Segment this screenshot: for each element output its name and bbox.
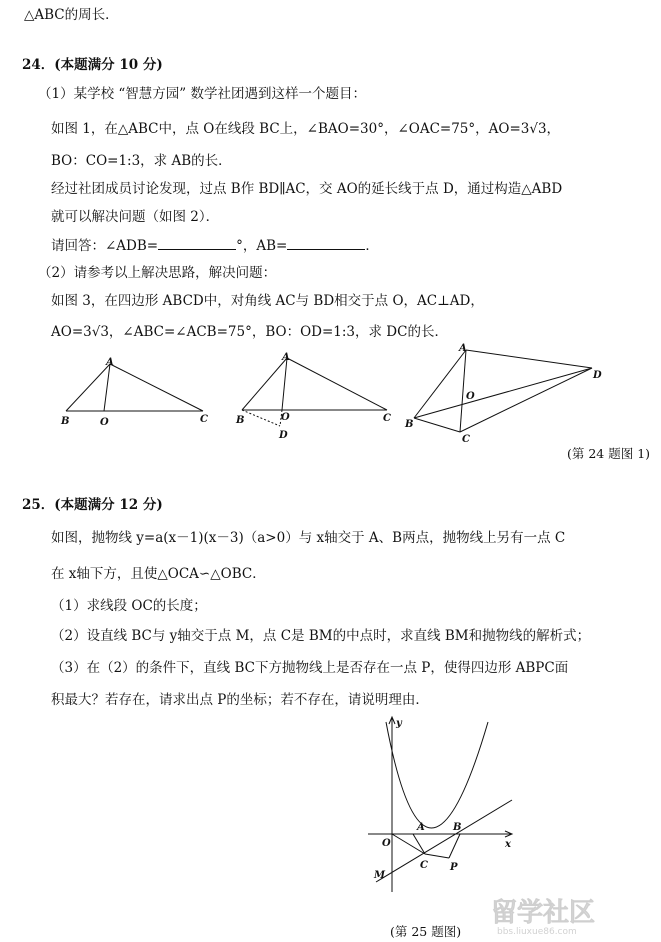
fig2-label-B: B [236,415,245,426]
fig25-label-O: O [382,838,391,849]
fig2-label-C: C [383,413,391,424]
q24-hint-line1: 经过社团成员讨论发现，过点 B作 BD∥AC，交 AO的延长线于点 D，通过构造△ABD [51,181,563,197]
q24-fig3-statement: 如图 3，在四边形 ABCD中，对角线 AC与 BD相交于点 O，AC⊥AD， [51,293,484,309]
q25-part3-line2: 积最大？若存在，请求出点 P的坐标；若不存在，请说明理由． [51,692,429,708]
text-line-0: △ABC的周长． [24,7,119,23]
answer-prefix: 请回答：∠ADB= [51,238,159,254]
answer-blank-angle[interactable] [158,237,236,250]
q24-figure-2 [232,350,402,442]
question-24-title: 24．(本题满分 10 分) [22,57,163,73]
q25-figure [362,712,522,894]
fig3-label-D: D [593,370,602,381]
question-25-title: 25．(本题满分 12 分) [22,497,163,513]
answer-suffix: ． [365,238,379,254]
fig2-label-A: A [282,352,290,363]
q24-figure-caption: (第 24 题图 1) [567,446,651,461]
q25-part3-line1: （3）在（2）的条件下，直线 BC下方抛物线上是否存在一点 P，使得四边形 ABPC面 [51,660,569,676]
fig25-label-C: C [420,860,428,871]
answer-middle: °，AB= [236,238,288,254]
q25-statement-line2: 在 x轴下方，且使△OCA∽△OBC． [51,566,266,582]
fig25-label-A: A [417,822,425,833]
q24-fig1-statement: 如图 1，在△ABC中，点 O在线段 BC上，∠BAO=30°，∠OAC=75°，AO=3√3， [51,121,561,137]
fig3-label-B: B [405,419,414,430]
fig25-label-x: x [505,839,511,850]
fig25-label-P: P [450,862,458,873]
fig25-label-y: y [396,718,402,729]
q24-hint-line2: 就可以解决问题（如图 2）． [51,209,220,225]
q25-part1: （1）求线段 OC的长度； [51,598,207,614]
q25-statement-line1: 如图，抛物线 y=a(x－1)(x－3)（a>0）与 x轴交于 A、B两点，抛物线上另有一点 C [51,530,566,546]
q24-ratio-statement: BO：CO=1:3，求 AB的长． [51,153,232,169]
answer-blank-length[interactable] [287,237,365,250]
fig2-label-O: O [281,412,290,423]
fig2-label-D: D [279,430,288,441]
q24-part1-intro: （1）某学校 “智慧方园” 数学社团遇到这样一个题目： [38,86,366,102]
q25-figure-caption: (第 25 题图) [390,924,462,939]
fig25-label-B: B [453,822,462,833]
fig1-label-C: C [200,414,208,425]
q24-fig3-conditions: AO=3√3，∠ABC=∠ACB=75°，BO：OD=1:3，求 DC的长． [51,324,448,340]
watermark-url: bbs.liuxue86.com [497,927,577,937]
fig3-label-O: O [466,391,475,402]
fig3-label-A: A [459,343,467,354]
q25-part2: （2）设直线 BC与 y轴交于点 M，点 C是 BM的中点时，求直线 BM和抛物线的解析式； [51,628,591,644]
fig3-label-C: C [462,434,470,445]
q24-part2-intro: （2）请参考以上解决思路，解决问题： [38,265,277,281]
q24-answer-line [51,237,379,254]
q24-figure-1 [58,356,218,430]
fig1-label-B: B [61,416,70,427]
fig1-label-A: A [106,357,114,368]
q24-figure-3 [402,338,612,446]
fig25-label-M: M [374,870,386,881]
fig1-label-O: O [100,417,109,428]
site-watermark-logo [487,893,647,937]
watermark-text: 留学社区 [491,898,596,928]
